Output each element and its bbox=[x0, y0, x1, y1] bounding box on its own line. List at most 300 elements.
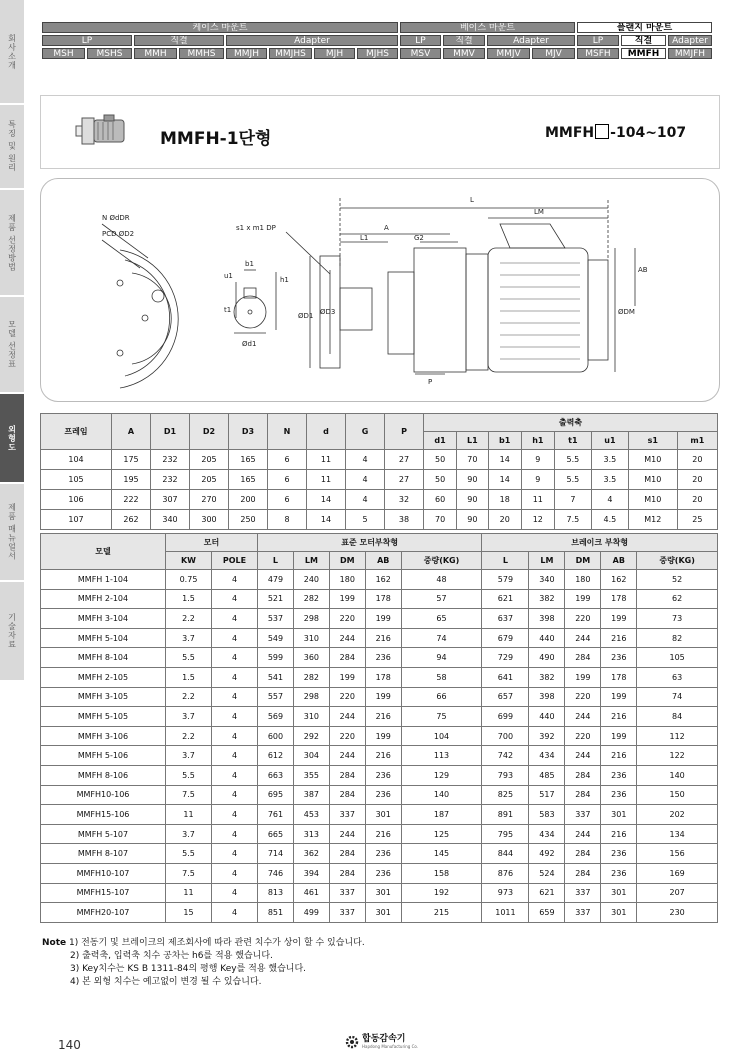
table-cell: 557 bbox=[258, 687, 294, 707]
frame-table-body bbox=[41, 450, 718, 530]
table-cell: 282 bbox=[293, 589, 329, 609]
col-header: POLE bbox=[212, 552, 258, 570]
table-cell: 244 bbox=[329, 824, 365, 844]
table-cell: 301 bbox=[601, 883, 637, 903]
table-cell: 220 bbox=[329, 726, 365, 746]
table-cell: 205 bbox=[190, 450, 229, 470]
table-cell: 3.5 bbox=[591, 450, 628, 470]
table-cell: 360 bbox=[293, 648, 329, 668]
label-P: P bbox=[428, 378, 433, 386]
label-L: L bbox=[470, 196, 474, 204]
table-cell: 4 bbox=[346, 470, 385, 490]
table-cell: 663 bbox=[258, 765, 294, 785]
table-cell: 337 bbox=[329, 805, 365, 825]
table-cell: 304 bbox=[293, 746, 329, 766]
table-cell: 795 bbox=[482, 824, 529, 844]
table-cell: 9 bbox=[521, 450, 554, 470]
table-cell: 199 bbox=[329, 589, 365, 609]
table-cell: 12 bbox=[521, 510, 554, 530]
table-cell: 220 bbox=[565, 609, 601, 629]
table-cell: 355 bbox=[293, 765, 329, 785]
table-cell: 4 bbox=[212, 648, 258, 668]
table-cell: 4 bbox=[212, 746, 258, 766]
table-cell: 7.5 bbox=[166, 785, 212, 805]
table-cell: 1011 bbox=[482, 903, 529, 923]
nav-sub-lp[interactable]: LP bbox=[577, 35, 619, 46]
label-h1: h1 bbox=[280, 276, 289, 284]
table-cell: 583 bbox=[529, 805, 565, 825]
table-cell: 392 bbox=[529, 726, 565, 746]
model-header: 모델 bbox=[41, 534, 166, 570]
col-header: s1 bbox=[628, 432, 677, 450]
table-cell: 216 bbox=[365, 707, 401, 727]
table-cell: 107 bbox=[41, 510, 112, 530]
table-cell: MMFH 8-107 bbox=[41, 844, 166, 864]
table-cell: 284 bbox=[565, 863, 601, 883]
table-cell: 162 bbox=[365, 570, 401, 590]
table-row bbox=[41, 667, 718, 687]
table-cell: 112 bbox=[637, 726, 718, 746]
table-cell: 337 bbox=[329, 883, 365, 903]
table-cell: 122 bbox=[637, 746, 718, 766]
table-cell: 236 bbox=[365, 844, 401, 864]
table-row bbox=[41, 707, 718, 727]
table-cell: 4 bbox=[591, 490, 628, 510]
table-cell: MMFH 8-106 bbox=[41, 765, 166, 785]
table-cell: 4.5 bbox=[591, 510, 628, 530]
table-cell: 600 bbox=[258, 726, 294, 746]
table-cell: 398 bbox=[529, 687, 565, 707]
side-tab-company[interactable]: 회사소개 bbox=[0, 0, 24, 105]
table-cell: 549 bbox=[258, 628, 294, 648]
table-cell: 244 bbox=[329, 746, 365, 766]
table-cell: 270 bbox=[190, 490, 229, 510]
table-cell: 310 bbox=[293, 707, 329, 727]
frame-dimension-table bbox=[40, 413, 718, 530]
col-header: DM bbox=[565, 552, 601, 570]
table-cell: 50 bbox=[424, 470, 457, 490]
table-cell: 4 bbox=[212, 844, 258, 864]
nav-sub-adapter[interactable]: Adapter bbox=[226, 35, 398, 46]
table-cell: 187 bbox=[401, 805, 482, 825]
table-cell: 178 bbox=[601, 589, 637, 609]
table-cell: 244 bbox=[329, 707, 365, 727]
table-cell: 145 bbox=[401, 844, 482, 864]
note-item: 4) 본 외형 치수는 예고없이 변경 될 수 있습니다. bbox=[70, 977, 262, 987]
side-tab-model-table[interactable]: 모델 선정표 bbox=[0, 297, 24, 394]
table-cell: 180 bbox=[329, 570, 365, 590]
table-cell: 48 bbox=[401, 570, 482, 590]
table-cell: MMFH 3-106 bbox=[41, 726, 166, 746]
table-cell: 175 bbox=[112, 450, 151, 470]
table-cell: 301 bbox=[601, 903, 637, 923]
table-cell: 90 bbox=[457, 510, 488, 530]
label-L1: L1 bbox=[360, 234, 369, 242]
table-cell: 215 bbox=[401, 903, 482, 923]
table-cell: 70 bbox=[424, 510, 457, 530]
col-header: L bbox=[482, 552, 529, 570]
table-cell: 284 bbox=[329, 785, 365, 805]
table-cell: 162 bbox=[601, 570, 637, 590]
label-D1: ØD1 bbox=[298, 312, 314, 320]
nav-model-mmh[interactable]: MMH bbox=[134, 48, 177, 59]
table-cell: 4 bbox=[346, 490, 385, 510]
table-cell: 134 bbox=[637, 824, 718, 844]
table-cell: 301 bbox=[601, 805, 637, 825]
nav-model-mmjhs[interactable]: MMJHS bbox=[269, 48, 312, 59]
table-cell: 337 bbox=[565, 805, 601, 825]
table-cell: 637 bbox=[482, 609, 529, 629]
table-cell: 382 bbox=[529, 589, 565, 609]
table-cell: 178 bbox=[601, 667, 637, 687]
table-cell: 129 bbox=[401, 765, 482, 785]
table-cell: 60 bbox=[424, 490, 457, 510]
table-cell: 4 bbox=[212, 609, 258, 629]
nav-model-msv[interactable]: MSV bbox=[400, 48, 441, 59]
table-cell: 434 bbox=[529, 746, 565, 766]
table-cell: 541 bbox=[258, 667, 294, 687]
table-cell: 18 bbox=[488, 490, 521, 510]
table-cell: 105 bbox=[637, 648, 718, 668]
gear-logo-icon bbox=[345, 1035, 359, 1049]
table-cell: 382 bbox=[529, 667, 565, 687]
table-cell: 11 bbox=[166, 805, 212, 825]
table-cell: 216 bbox=[365, 824, 401, 844]
table-cell: 699 bbox=[482, 707, 529, 727]
nav-model-mjhs[interactable]: MJHS bbox=[357, 48, 398, 59]
nav-model-mmhs[interactable]: MMHS bbox=[179, 48, 224, 59]
table-cell: 84 bbox=[637, 707, 718, 727]
table-cell: 4 bbox=[212, 687, 258, 707]
table-cell: 113 bbox=[401, 746, 482, 766]
col-header: G bbox=[346, 414, 385, 450]
label-u1: u1 bbox=[224, 272, 233, 280]
table-cell: MMFH10-107 bbox=[41, 863, 166, 883]
table-cell: 284 bbox=[329, 863, 365, 883]
table-cell: 6 bbox=[268, 470, 307, 490]
label-AB: AB bbox=[638, 266, 648, 274]
table-cell: 537 bbox=[258, 609, 294, 629]
nav-sub-direct[interactable]: 직결 bbox=[443, 35, 485, 46]
table-cell: 746 bbox=[258, 863, 294, 883]
table-cell: 236 bbox=[601, 863, 637, 883]
nav-model-mmjv[interactable]: MMJV bbox=[487, 48, 530, 59]
table-cell: 70 bbox=[457, 450, 488, 470]
standard-motor-group: 표준 모터부착형 bbox=[258, 534, 482, 552]
table-cell: 62 bbox=[637, 589, 718, 609]
table-cell: 340 bbox=[529, 570, 565, 590]
table-cell: 4 bbox=[346, 450, 385, 470]
table-cell: 244 bbox=[565, 824, 601, 844]
table-cell: 165 bbox=[229, 470, 268, 490]
table-cell: 11 bbox=[307, 470, 346, 490]
table-cell: 169 bbox=[637, 863, 718, 883]
table-cell: 453 bbox=[293, 805, 329, 825]
nav-model-mshs[interactable]: MSHS bbox=[87, 48, 132, 59]
table-cell: 851 bbox=[258, 903, 294, 923]
nav-model-msfh[interactable]: MSFH bbox=[577, 48, 619, 59]
table-cell: 742 bbox=[482, 746, 529, 766]
dimension-drawing bbox=[40, 178, 718, 400]
table-row bbox=[41, 903, 718, 923]
table-cell: 524 bbox=[529, 863, 565, 883]
table-cell: 337 bbox=[565, 883, 601, 903]
label-pcd: PCD ØD2 bbox=[102, 230, 135, 238]
note-item: 1) 전동기 및 브레이크의 제조회사에 따라 관련 치수가 상이 할 수 있습니다. bbox=[69, 938, 365, 948]
table-cell: 891 bbox=[482, 805, 529, 825]
table-cell: M10 bbox=[628, 470, 677, 490]
nav-model-mmv[interactable]: MMV bbox=[443, 48, 485, 59]
table-cell: 38 bbox=[385, 510, 424, 530]
col-header: A bbox=[112, 414, 151, 450]
table-cell: 140 bbox=[401, 785, 482, 805]
table-cell: 485 bbox=[529, 765, 565, 785]
table-cell: 761 bbox=[258, 805, 294, 825]
table-cell: 20 bbox=[488, 510, 521, 530]
label-D3: ØD3 bbox=[320, 308, 336, 316]
col-header: AB bbox=[601, 552, 637, 570]
table-cell: MMFH10-106 bbox=[41, 785, 166, 805]
table-cell: 244 bbox=[565, 707, 601, 727]
table-cell: MMFH 8-104 bbox=[41, 648, 166, 668]
table-cell: 517 bbox=[529, 785, 565, 805]
col-header: N bbox=[268, 414, 307, 450]
table-cell: 695 bbox=[258, 785, 294, 805]
table-cell: 387 bbox=[293, 785, 329, 805]
col-header: m1 bbox=[677, 432, 717, 450]
table-cell: MMFH 2-105 bbox=[41, 667, 166, 687]
model-nav-grid bbox=[42, 22, 712, 62]
table-cell: 490 bbox=[529, 648, 565, 668]
table-cell: 20 bbox=[677, 490, 717, 510]
table-cell: 192 bbox=[401, 883, 482, 903]
col-header: D3 bbox=[229, 414, 268, 450]
output-shaft-group: 출력축 bbox=[424, 414, 718, 432]
table-cell: 216 bbox=[601, 746, 637, 766]
nav-sub-lp[interactable]: LP bbox=[400, 35, 441, 46]
table-cell: 612 bbox=[258, 746, 294, 766]
table-cell: 58 bbox=[401, 667, 482, 687]
table-cell: 178 bbox=[365, 589, 401, 609]
table-cell: 63 bbox=[637, 667, 718, 687]
table-row bbox=[41, 863, 718, 883]
table-cell: 714 bbox=[258, 844, 294, 864]
page-title: MMFH-1단형 bbox=[160, 129, 272, 149]
table-cell: 479 bbox=[258, 570, 294, 590]
table-cell: 222 bbox=[112, 490, 151, 510]
side-tabs bbox=[0, 0, 26, 1060]
col-header: LM bbox=[293, 552, 329, 570]
note-item: 3) Key치수는 KS B 1311-84의 평행 Key를 적용 했습니다. bbox=[70, 964, 307, 974]
table-cell: 104 bbox=[41, 450, 112, 470]
table-cell: 844 bbox=[482, 844, 529, 864]
nav-sub-lp[interactable]: LP bbox=[42, 35, 132, 46]
table-cell: 282 bbox=[293, 667, 329, 687]
table-cell: 3.7 bbox=[166, 824, 212, 844]
col-header: u1 bbox=[591, 432, 628, 450]
col-header: 중량(KG) bbox=[637, 552, 718, 570]
table-cell: 220 bbox=[565, 687, 601, 707]
table-cell: 298 bbox=[293, 687, 329, 707]
table-cell: 579 bbox=[482, 570, 529, 590]
table-cell: 521 bbox=[258, 589, 294, 609]
table-cell: 236 bbox=[601, 765, 637, 785]
table-cell: 5.5 bbox=[166, 648, 212, 668]
table-cell: 4 bbox=[212, 883, 258, 903]
table-cell: 220 bbox=[565, 726, 601, 746]
table-cell: 14 bbox=[488, 470, 521, 490]
col-header: D2 bbox=[190, 414, 229, 450]
table-cell: 6 bbox=[268, 490, 307, 510]
table-cell: 621 bbox=[482, 589, 529, 609]
nav-model-mmjfh[interactable]: MMJFH bbox=[668, 48, 712, 59]
table-cell: 75 bbox=[401, 707, 482, 727]
table-cell: 440 bbox=[529, 707, 565, 727]
label-DM: ØDM bbox=[618, 308, 635, 316]
table-cell: 284 bbox=[565, 844, 601, 864]
table-cell: 230 bbox=[637, 903, 718, 923]
table-cell: 200 bbox=[229, 490, 268, 510]
col-header: P bbox=[385, 414, 424, 450]
nav-sub-adapter[interactable]: Adapter bbox=[668, 35, 712, 46]
table-cell: 27 bbox=[385, 470, 424, 490]
table-cell: 362 bbox=[293, 844, 329, 864]
table-row bbox=[41, 628, 718, 648]
nav-model-mmjh[interactable]: MMJH bbox=[226, 48, 267, 59]
model-range: MMFH -104~107 bbox=[545, 125, 687, 141]
col-header: L bbox=[258, 552, 294, 570]
side-tab-features[interactable]: 특징 및 원리 bbox=[0, 105, 24, 190]
table-cell: 4 bbox=[212, 667, 258, 687]
table-cell: 125 bbox=[401, 824, 482, 844]
table-cell: MMFH 5-106 bbox=[41, 746, 166, 766]
table-cell: 105 bbox=[41, 470, 112, 490]
nav-model-mjv[interactable]: MJV bbox=[532, 48, 575, 59]
table-row bbox=[41, 785, 718, 805]
table-cell: 240 bbox=[293, 570, 329, 590]
table-cell: 73 bbox=[637, 609, 718, 629]
table-cell: 20 bbox=[677, 450, 717, 470]
table-cell: 813 bbox=[258, 883, 294, 903]
table-cell: 15 bbox=[166, 903, 212, 923]
table-cell: 3.7 bbox=[166, 628, 212, 648]
notes: Note 1) 전동기 및 브레이크의 제조회사에 따라 관련 치수가 상이 할 수 있습니다. 2) 출력축, 입력축 치수 공차는 h6를 적용 했습니다. 3) Key치수는 KS B 1311-84의 평행 Key를 적용 했습니다. 4) 본 외형 치수는 예고없이 변경 될 수 있습니다. bbox=[42, 938, 365, 987]
table-cell: 665 bbox=[258, 824, 294, 844]
label-d1: Ød1 bbox=[242, 340, 257, 348]
nav-sub-direct[interactable]: 직결 bbox=[134, 35, 224, 46]
nav-group-base-mount[interactable]: 베이스 마운트 bbox=[400, 22, 575, 33]
table-cell: 205 bbox=[190, 470, 229, 490]
table-cell: 236 bbox=[601, 844, 637, 864]
table-cell: 440 bbox=[529, 628, 565, 648]
table-row bbox=[41, 490, 718, 510]
table-cell: 1.5 bbox=[166, 589, 212, 609]
nav-sub-adapter[interactable]: Adapter bbox=[487, 35, 575, 46]
nav-group-flange-mount[interactable]: 플랜지 마운트 bbox=[577, 22, 712, 33]
col-header: KW bbox=[166, 552, 212, 570]
table-cell: 5.5 bbox=[166, 844, 212, 864]
table-cell: MMFH 5-104 bbox=[41, 628, 166, 648]
table-cell: 4 bbox=[212, 903, 258, 923]
table-cell: 621 bbox=[529, 883, 565, 903]
table-cell: 337 bbox=[565, 903, 601, 923]
table-cell: 250 bbox=[229, 510, 268, 530]
side-tab-dimensions[interactable]: 외형도 bbox=[0, 394, 24, 484]
table-cell: 7.5 bbox=[166, 863, 212, 883]
nav-model-mmfh[interactable]: MMFH bbox=[621, 48, 666, 59]
table-cell: M10 bbox=[628, 450, 677, 470]
table-row bbox=[41, 844, 718, 864]
table-row bbox=[41, 589, 718, 609]
table-cell: 244 bbox=[329, 628, 365, 648]
table-cell: 220 bbox=[329, 609, 365, 629]
table-cell: 50 bbox=[424, 450, 457, 470]
model-dimension-table bbox=[40, 533, 718, 923]
table-cell: 398 bbox=[529, 609, 565, 629]
nav-model-msh[interactable]: MSH bbox=[42, 48, 85, 59]
table-cell: 150 bbox=[637, 785, 718, 805]
table-row bbox=[41, 450, 718, 470]
table-cell: 307 bbox=[151, 490, 190, 510]
col-header: b1 bbox=[488, 432, 521, 450]
table-cell: 499 bbox=[293, 903, 329, 923]
table-row bbox=[41, 746, 718, 766]
table-cell: 199 bbox=[601, 609, 637, 629]
table-cell: 4 bbox=[212, 765, 258, 785]
table-cell: 284 bbox=[565, 785, 601, 805]
nav-group-case-mount[interactable]: 케이스 마운트 bbox=[42, 22, 398, 33]
table-cell: 232 bbox=[151, 470, 190, 490]
col-header: h1 bbox=[521, 432, 554, 450]
table-row bbox=[41, 570, 718, 590]
table-cell: 434 bbox=[529, 824, 565, 844]
label-s1m1: s1 x m1 DP bbox=[236, 224, 276, 232]
table-row bbox=[41, 470, 718, 490]
side-tab-tech-data[interactable]: 기술자료 bbox=[0, 582, 24, 682]
table-cell: 199 bbox=[329, 667, 365, 687]
table-cell: 4 bbox=[212, 707, 258, 727]
table-cell: 7.5 bbox=[554, 510, 591, 530]
table-cell: 180 bbox=[565, 570, 601, 590]
table-cell: 3.5 bbox=[591, 470, 628, 490]
table-cell: 284 bbox=[565, 648, 601, 668]
nav-model-mjh[interactable]: MJH bbox=[314, 48, 355, 59]
table-cell: 220 bbox=[329, 687, 365, 707]
table-cell: 284 bbox=[329, 648, 365, 668]
table-cell: 292 bbox=[293, 726, 329, 746]
side-tab-manual[interactable]: 제품 매뉴얼서 bbox=[0, 484, 24, 582]
table-cell: 340 bbox=[151, 510, 190, 530]
label-G2: G2 bbox=[414, 234, 424, 242]
table-cell: 57 bbox=[401, 589, 482, 609]
table-cell: 104 bbox=[401, 726, 482, 746]
table-cell: 199 bbox=[601, 687, 637, 707]
table-cell: 4 bbox=[212, 628, 258, 648]
table-cell: 2.2 bbox=[166, 687, 212, 707]
table-cell: 195 bbox=[112, 470, 151, 490]
table-cell: 66 bbox=[401, 687, 482, 707]
col-header: L1 bbox=[457, 432, 488, 450]
table-cell: 216 bbox=[365, 746, 401, 766]
table-cell: 4 bbox=[212, 589, 258, 609]
label-LM: LM bbox=[534, 208, 544, 216]
table-cell: 0.75 bbox=[166, 570, 212, 590]
nav-sub-direct[interactable]: 직결 bbox=[621, 35, 666, 46]
table-cell: 90 bbox=[457, 470, 488, 490]
side-tab-selection[interactable]: 제품 선정방법 bbox=[0, 190, 24, 297]
table-cell: 262 bbox=[112, 510, 151, 530]
table-cell: 11 bbox=[307, 450, 346, 470]
